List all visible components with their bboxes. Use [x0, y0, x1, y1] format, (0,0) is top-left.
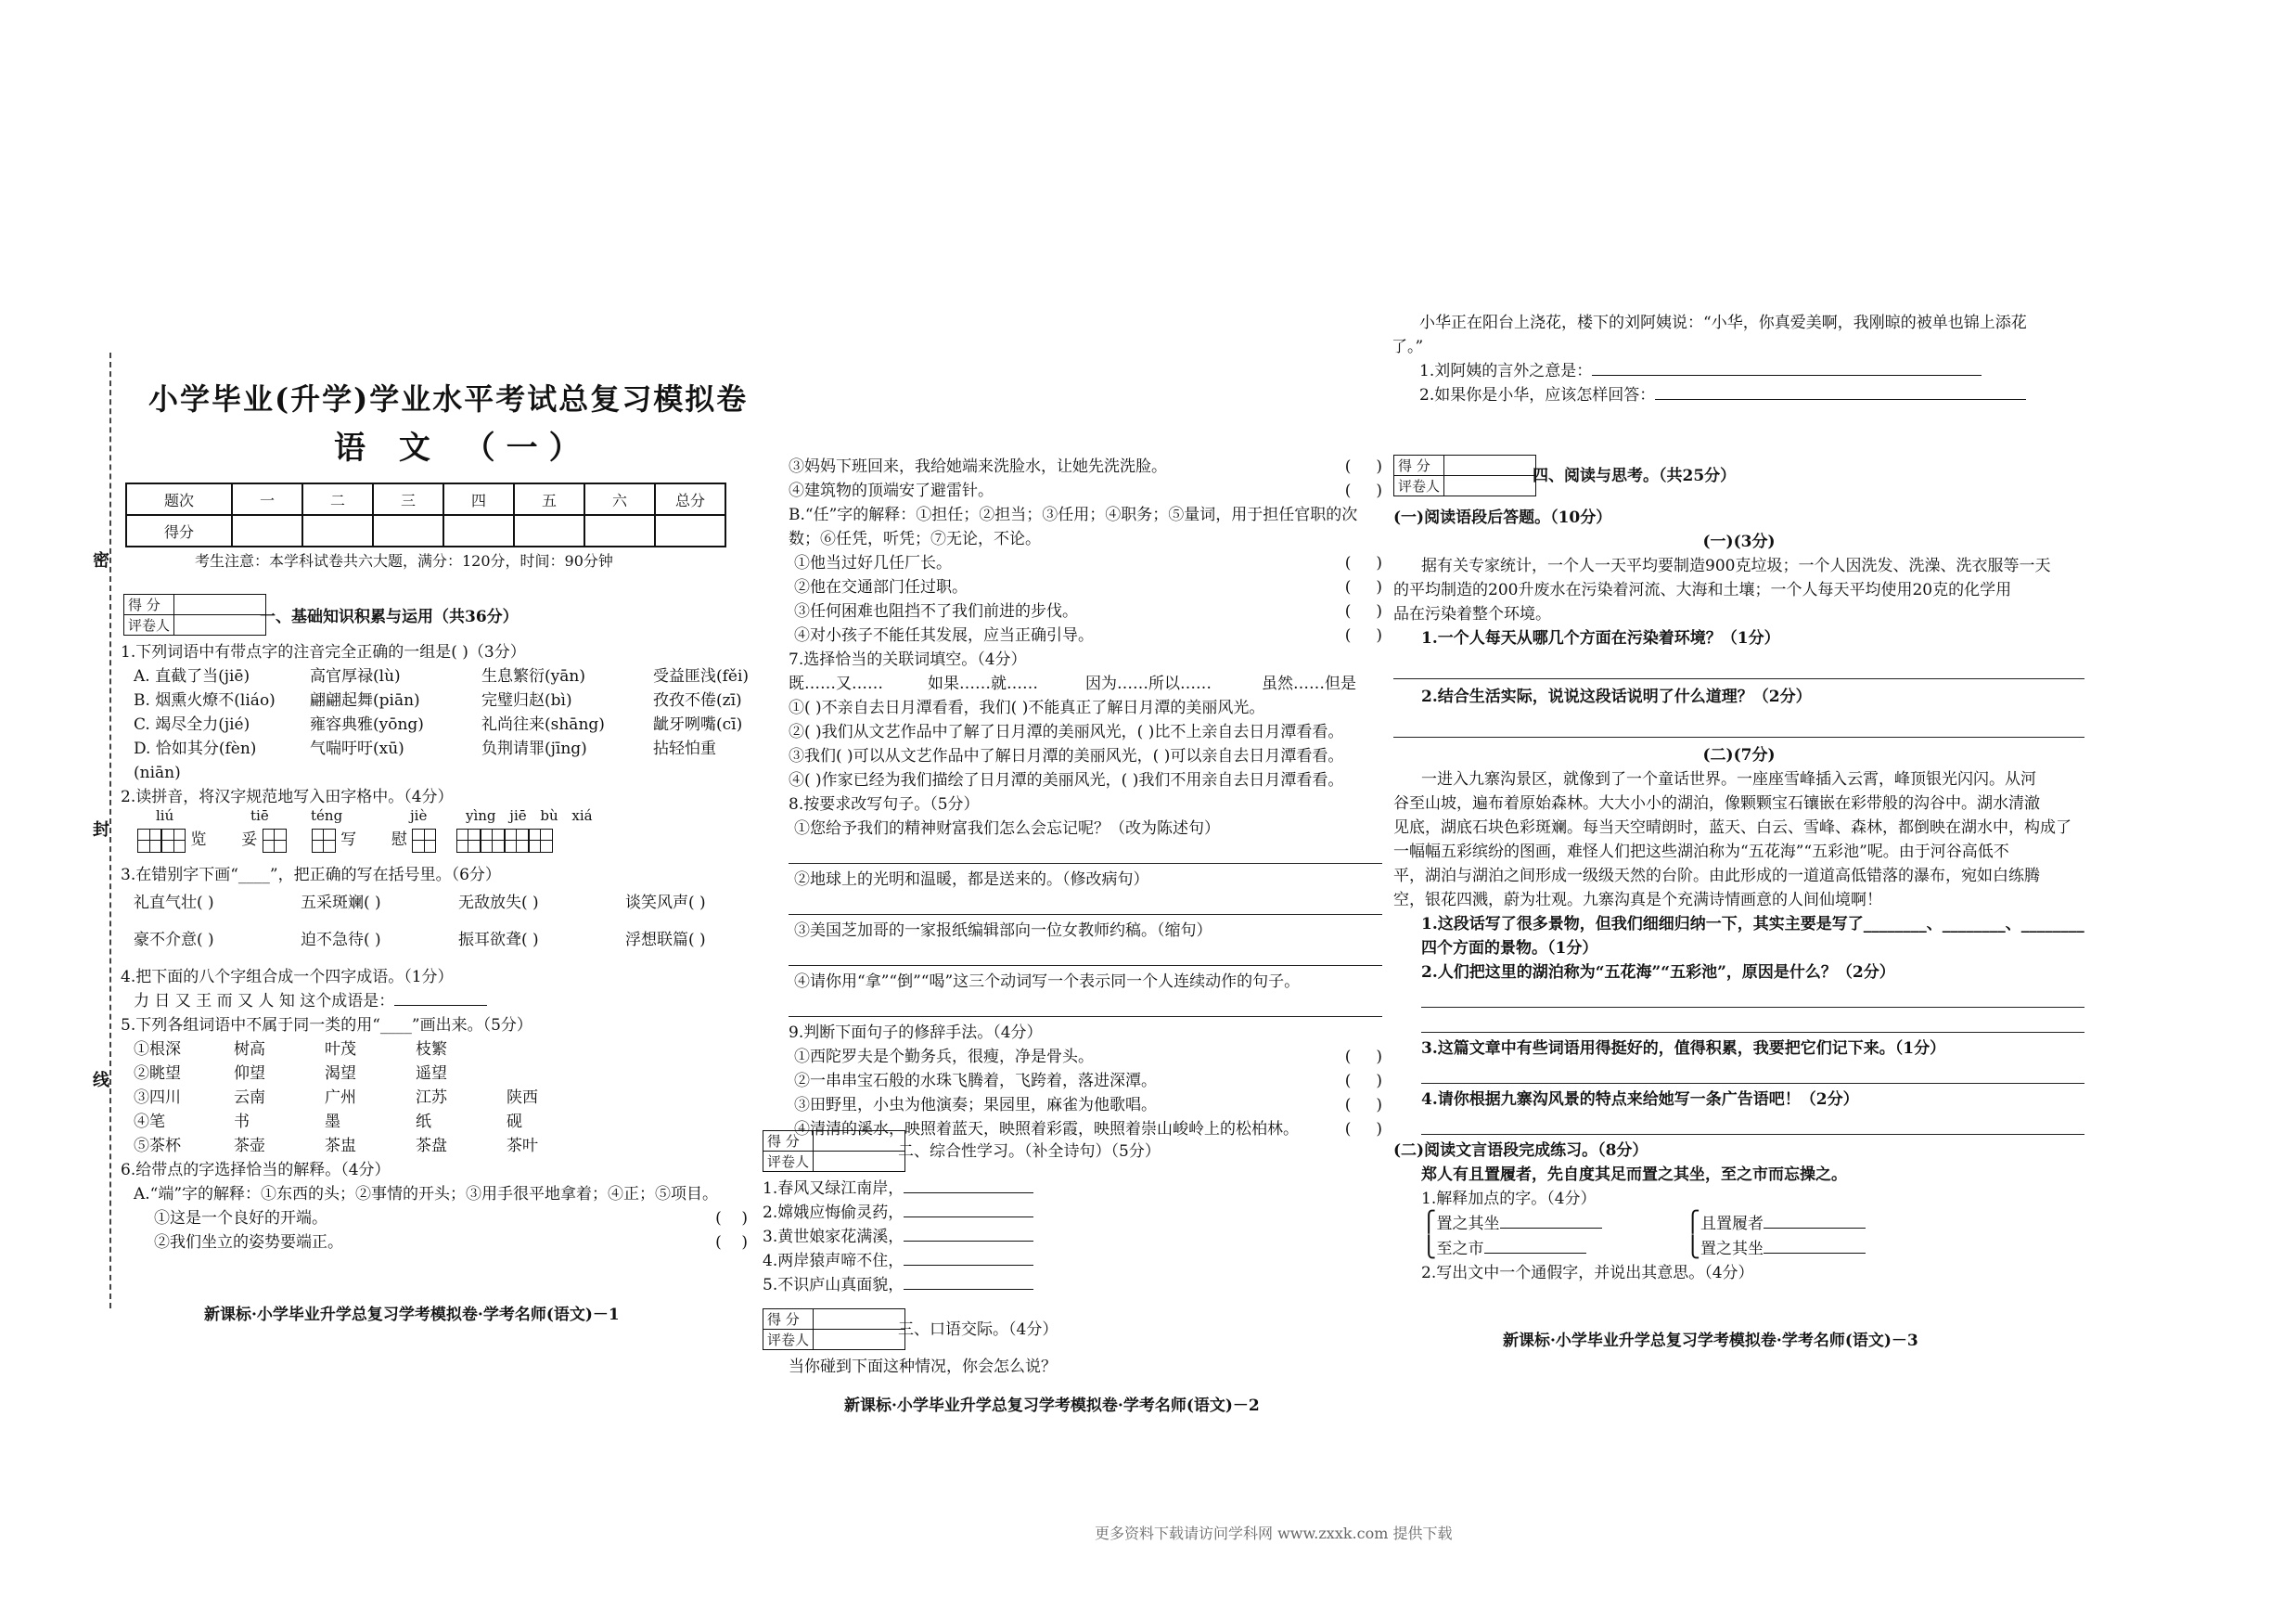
answer-line[interactable] — [789, 894, 1382, 915]
q3-item: 无敌放失( ) — [458, 894, 539, 912]
p2-text: 一幅幅五彩缤纷的图画，难怪人们把这些湖泊称为“五花海”“五彩池”呢。由于河谷高低不 — [1393, 843, 2009, 861]
q1-row — [121, 737, 751, 761]
answer-paren[interactable]: ( ) — [1344, 602, 1382, 621]
q5-rows — [121, 1037, 751, 1158]
q5-word: 江苏 — [416, 1088, 447, 1107]
score-header: 总分 — [655, 483, 725, 515]
score-table — [125, 483, 726, 547]
score-box-score-label: 得 分 — [1394, 456, 1444, 476]
section2-title: 二、综合性学习。（补全诗句）（5分） — [898, 1142, 1161, 1161]
q5-word: 纸 — [416, 1113, 431, 1131]
q3-stem: 3.在错别字下画“____”，把正确的写在括号里。（6分） — [121, 866, 501, 884]
poem-blank[interactable] — [904, 1241, 1033, 1242]
q6b-item-text: ②他在交通部门任过职。 — [794, 578, 968, 597]
answer-line[interactable] — [789, 996, 1382, 1017]
answer-line[interactable] — [1421, 986, 2084, 1008]
intro-question-text: 1.刘阿姨的言外之意是： — [1419, 362, 1593, 380]
q6b-item — [789, 599, 1382, 624]
answer-paren[interactable]: ( ) — [1344, 1072, 1382, 1090]
q1-stem: 1.下列词语中有带点字的注音完全正确的一组是( )（3分） — [121, 643, 526, 662]
classical-text: 郑人有且置履者，先自度其足而置之其坐，至之市而忘操之。 — [1421, 1165, 1847, 1184]
intro-line: 了。” — [1392, 338, 1424, 356]
q6b-item-text: ③任何困难也阻挡不了我们前进的步伐。 — [794, 602, 1078, 621]
q5-word: 树高 — [234, 1040, 265, 1059]
q5-word: 遥望 — [416, 1064, 447, 1083]
score-box-grader-cell[interactable] — [814, 1330, 905, 1350]
q3-item: 礼直气壮( ) — [134, 894, 214, 912]
score-box-4 — [1393, 455, 1536, 496]
q2-grid-area — [121, 809, 751, 863]
q5-word: ⑤茶杯 — [134, 1137, 181, 1155]
page-footer-2: 新课标·小学毕业升学总复习学考模拟卷·学考名师(语文)－2 — [844, 1397, 1260, 1415]
q5-row — [121, 1134, 751, 1158]
q1-option: A. 直截了当(jiē) — [134, 667, 250, 686]
intro-question — [1392, 359, 2083, 383]
answer-line[interactable] — [1393, 658, 2084, 679]
cq1-group — [1686, 1211, 1866, 1261]
q6a-item — [121, 1206, 748, 1230]
q6b-item — [789, 624, 1382, 648]
p2-question: 1.这段话写了很多景物，但我们细细归纳一下，其实主要是写了________、________、________四个方面的景物。（1分） — [1421, 915, 2084, 958]
poem-line: 2.嫦娥应悔偷灵药， — [763, 1204, 904, 1222]
score-box-score-label: 得 分 — [763, 1309, 814, 1330]
q4-chars: 力 日 又 王 而 又 人 知 这个成语是： — [134, 992, 395, 1011]
poem-blank[interactable] — [904, 1192, 1033, 1193]
exam-title: 小学毕业(升学)学业水平考试总复习模拟卷 — [148, 381, 749, 417]
p1-text: 据有关专家统计，一个人一天平均要制造900克垃圾；一个人因洗发、洗澡、洗衣服等一天 — [1421, 557, 2051, 575]
q6a-item-text: ④建筑物的顶端安了避雷针。 — [789, 482, 994, 500]
q4-answer-blank[interactable] — [394, 1005, 487, 1006]
q8-item: ③美国芝加哥的一家报纸编辑部向一位女教师约稿。（缩句） — [794, 921, 1212, 940]
q7-options — [789, 672, 1382, 696]
tianzi-grid[interactable] — [263, 829, 287, 853]
q7-item: ③我们( )可以从文艺作品中了解日月潭的美丽风光，( )可以亲自去日月潭看看。 — [789, 747, 1344, 766]
answer-paren[interactable]: ( ) — [1344, 578, 1382, 597]
answer-line[interactable] — [1421, 1114, 2084, 1135]
cq1-items — [1393, 1211, 2084, 1261]
tianzi-grid[interactable] — [137, 829, 161, 853]
q7-item: ④( )作家已经为我们描绘了日月潭的美丽风光，( )我们不用亲自去日月潭看看。 — [789, 771, 1344, 790]
intro-question — [1392, 383, 2083, 407]
q3-item: 振耳欲聋( ) — [458, 931, 539, 949]
score-box-1 — [123, 594, 266, 636]
score-cell[interactable] — [655, 515, 725, 547]
score-header: 六 — [584, 483, 655, 515]
q1-option: 受益匪浅(fěi) — [653, 667, 750, 686]
q6a-definition: A.“端”字的解释：①东西的头；②事情的开头；③用手很平地拿着；④正；⑤项目。 — [134, 1185, 719, 1204]
answer-paren[interactable]: ( ) — [1344, 457, 1382, 476]
q2-char: 览 — [190, 830, 207, 849]
p2-question: 2.人们把这里的湖泊称为“五花海”“五彩池”，原因是什么？（2分） — [1421, 963, 1895, 982]
tianzi-grid[interactable] — [505, 829, 529, 853]
side-mark-xian: 线 — [93, 1071, 109, 1090]
section1-title: 一、基础知识积累与运用（共36分） — [260, 608, 519, 626]
q1-row — [121, 689, 751, 713]
q1-option: 完璧归赵(bì) — [481, 691, 572, 710]
column-2 — [789, 455, 1382, 1141]
p1-text: 品在污染着整个环境。 — [1393, 605, 1551, 624]
answer-paren[interactable]: ( ) — [1344, 1120, 1382, 1139]
q7-option: 因为……所以…… — [1085, 675, 1212, 693]
tianzi-grid[interactable] — [456, 829, 481, 853]
q3-item: 迫不急待( ) — [301, 931, 381, 949]
p2-text: 平，湖泊与湖泊之间形成一级级天然的台阶。由此形成的一道道高低错落的瀑布，宛如白练腾 — [1393, 867, 2040, 885]
column-3 — [1392, 311, 2083, 407]
tianzi-grid[interactable] — [412, 829, 436, 853]
score-cell[interactable] — [443, 515, 514, 547]
answer-paren[interactable]: ( ) — [1344, 1048, 1382, 1066]
q5-row — [121, 1086, 751, 1110]
q8-item: ④请你用“拿”“倒”“喝”这三个动词写一个表示同一个人连续动作的句子。 — [794, 972, 1301, 991]
q8-item: ①您给予我们的精神财富我们怎么会忘记呢？（改为陈述句） — [794, 819, 1220, 838]
q6-stem: 6.给带点的字选择恰当的解释。（4分） — [121, 1161, 391, 1179]
score-box-grader-label: 评卷人 — [763, 1330, 814, 1350]
score-header: 一 — [232, 483, 302, 515]
q1-option: B. 烟熏火燎不(liáo) — [134, 691, 276, 710]
section3-title: 三、口语交际。（4分） — [898, 1320, 1058, 1339]
q9-item-text: ③田野里，小虫为他演奏；果园里，麻雀为他歌唱。 — [794, 1096, 1157, 1114]
q5-word: 茶盘 — [416, 1137, 447, 1155]
poem-blank[interactable] — [904, 1216, 1033, 1217]
q5-word: ④笔 — [134, 1113, 165, 1131]
poem-line: 1.春风又绿江南岸， — [763, 1179, 904, 1198]
q9-item-text: ④清清的溪水，映照着蓝天，映照着彩霞，映照着崇山峻岭上的松柏林。 — [794, 1120, 1299, 1139]
q1-option: D. 恰如其分(fèn) — [134, 740, 257, 758]
page-footer-3: 新课标·小学毕业升学总复习学考模拟卷·学考名师(语文)－3 — [1503, 1332, 1918, 1350]
score-header: 四 — [443, 483, 514, 515]
answer-line[interactable] — [1393, 716, 2084, 738]
answer-blank[interactable] — [1764, 1253, 1866, 1254]
q5-word: ②眺望 — [134, 1064, 181, 1083]
score-box-score-cell[interactable] — [1444, 456, 1536, 476]
p2-text: 空，银花四溅，蔚为壮观。九寨沟真是个充满诗情画意的人间仙境啊！ — [1393, 891, 1882, 909]
q9-item-text: ②一串串宝石般的水珠飞腾着，飞跨着，落进深潭。 — [794, 1072, 1157, 1090]
q1-row — [121, 713, 751, 737]
poem-item — [763, 1225, 1033, 1249]
score-box-grader-label: 评卷人 — [1394, 476, 1444, 496]
q5-word: 陕西 — [507, 1088, 538, 1107]
score-box-grader-cell[interactable] — [1444, 476, 1536, 496]
q3-item: 谈笑风声( ) — [625, 894, 706, 912]
q4-chars-row — [121, 989, 751, 1013]
answer-line[interactable] — [789, 843, 1382, 864]
q5-word: 叶茂 — [325, 1040, 356, 1059]
q5-word: 茶叶 — [507, 1137, 538, 1155]
score-box-grader-label: 评卷人 — [763, 1152, 814, 1172]
poem-line: 5.不识庐山真面貌， — [763, 1276, 904, 1294]
q1-option: 生息繁衍(yān) — [481, 667, 585, 686]
page-footer-1: 新课标·小学毕业升学总复习学考模拟卷·学考名师(语文)－1 — [204, 1306, 620, 1324]
q5-word: 广州 — [325, 1088, 356, 1107]
q6b-item — [789, 575, 1382, 599]
q1-option: 负荆请罪(jīng) — [481, 740, 587, 758]
q1-option: 高官厚禄(lù) — [310, 667, 401, 686]
answer-blank[interactable] — [1592, 375, 1982, 376]
answer-blank[interactable] — [1484, 1253, 1586, 1254]
cq1-item-text: 置之其坐 — [1700, 1240, 1764, 1258]
q1-option: 龇牙咧嘴(cī) — [653, 715, 743, 734]
q7-stem: 7.选择恰当的关联词填空。（4分） — [789, 650, 1027, 669]
q5-word: 茶壶 — [234, 1137, 265, 1155]
q1-option: C. 竭尽全力(jié) — [134, 715, 250, 734]
score-cell[interactable] — [584, 515, 655, 547]
q2-stem: 2.读拼音，将汉字规范地写入田字格中。（4分） — [121, 788, 454, 806]
score-cell[interactable] — [232, 515, 302, 547]
q5-row — [121, 1062, 751, 1086]
q6a-item — [789, 479, 1382, 503]
part2-title: (二)阅读文言语段完成练习。（8分） — [1393, 1141, 1648, 1160]
exam-subtitle: 语 文 （一） — [334, 430, 592, 467]
section3-text: 当你碰到下面这种情况，你会怎么说？ — [789, 1358, 1057, 1376]
q6b-definition: B.“任”字的解释：①担任；②担当；③任用；④职务；⑤量词，用于担任官职的次数；⑥任凭，听凭；⑦无论，不论。 — [789, 506, 1358, 548]
score-box-grader-label: 评卷人 — [124, 615, 174, 636]
tianzi-grid[interactable] — [312, 829, 336, 853]
q2-pinyin: téng — [311, 807, 343, 824]
score-box-3 — [763, 1308, 905, 1350]
q3-item: 浮想联篇( ) — [625, 931, 706, 949]
score-box-grader-cell[interactable] — [174, 615, 266, 636]
q6a-item — [121, 1230, 748, 1255]
watermark-text: 更多资料下载请访问学科网 www.zxxk.com 提供下载 — [1095, 1525, 1453, 1542]
score-header: 五 — [514, 483, 584, 515]
score-box-score-label: 得 分 — [124, 595, 174, 615]
answer-paren[interactable]: ( ) — [1344, 482, 1382, 500]
q1-options — [121, 664, 751, 785]
q3-row — [121, 928, 751, 952]
q1-option: 气喘吁吁(xū) — [310, 740, 404, 758]
p1-question: 1.一个人每天从哪几个方面在污染着环境？（1分） — [1421, 629, 1780, 648]
q9-item-text: ①西陀罗夫是个勤务兵，很瘦，净是骨头。 — [794, 1048, 1094, 1066]
cq1-group — [1421, 1211, 1602, 1261]
q7-option: 如果……就…… — [928, 675, 1038, 693]
q7-item: ①( )不亲自去日月潭看看，我们( )不能真正了解日月潭的美丽风光。 — [789, 699, 1265, 717]
score-row-label: 得分 — [126, 515, 232, 547]
q1-option: 拈轻怕重 — [653, 740, 716, 758]
q1-option: 孜孜不倦(zī) — [653, 691, 742, 710]
score-box-score-label: 得 分 — [763, 1131, 814, 1152]
poem-line: 3.黄世娘家花满溪， — [763, 1228, 904, 1246]
score-cell[interactable] — [514, 515, 584, 547]
q3-item: 五采斑斓( ) — [301, 894, 381, 912]
q1-row — [121, 664, 751, 689]
poem-blank[interactable] — [904, 1265, 1033, 1266]
score-header: 三 — [373, 483, 443, 515]
answer-paren[interactable]: ( ) — [1344, 626, 1382, 645]
q9-item — [789, 1045, 1382, 1069]
q6a-item-text: ②我们坐立的姿势要端正。 — [154, 1233, 343, 1252]
score-box-score-cell[interactable] — [814, 1309, 905, 1330]
q1-option: 雍容典雅(yōng) — [310, 715, 424, 734]
q5-row — [121, 1110, 751, 1134]
column-1 — [121, 640, 751, 1255]
cq1-item-text: 且置履者 — [1700, 1215, 1764, 1233]
answer-paren[interactable]: ( ) — [1344, 554, 1382, 573]
answer-blank[interactable] — [1500, 1228, 1602, 1229]
cq1-item: ⎩置之其坐 — [1686, 1236, 1866, 1261]
side-mark-mi: 密 — [93, 551, 109, 571]
cq1-item: ⎩至之市 — [1421, 1236, 1602, 1261]
poem-line: 4.两岸猿声啼不住， — [763, 1252, 904, 1270]
q5-word: 渴望 — [325, 1064, 356, 1083]
q3-item: 豪不介意( ) — [134, 931, 214, 949]
cq1-item: ⎧置之其坐 — [1421, 1211, 1602, 1236]
p2-question: 4.请你根据九寨沟风景的特点来给她写一条广告语吧！（2分） — [1421, 1090, 1859, 1109]
q7-option: 既……又…… — [789, 675, 883, 693]
q8-stem: 8.按要求改写句子。（5分） — [789, 795, 980, 814]
q8-item: ②地球上的光明和温暖，都是送来的。（修改病句） — [794, 870, 1149, 889]
answer-paren[interactable]: ( ) — [715, 1209, 748, 1228]
q6b-item-text: ④对小孩子不能任其发展，应当正确引导。 — [794, 626, 1094, 645]
poem-list — [763, 1177, 1033, 1297]
intro-line: 小华正在阳台上浇花，楼下的刘阿姨说：“小华，你真爱美啊，我刚晾的被单也锦上添花 — [1419, 314, 2027, 332]
cq1-item-text: 至之市 — [1436, 1240, 1484, 1258]
section4-title: 四、阅读与思考。（共25分） — [1533, 467, 1737, 485]
q9-item — [789, 1093, 1382, 1117]
p2-text: 见底，湖底石块色彩斑斓。每当天空晴朗时，蓝天、白云、雪峰、森林，都倒映在湖水中，构成了 — [1393, 818, 2072, 837]
q5-word: ③四川 — [134, 1088, 181, 1107]
q7-option: 虽然……但是 — [1262, 675, 1356, 693]
q5-word: 仰望 — [234, 1064, 265, 1083]
cq1-item: ⎧且置履者 — [1686, 1211, 1866, 1236]
q2-grids — [137, 828, 553, 853]
q5-word: 云南 — [234, 1088, 265, 1107]
q6b-item — [789, 551, 1382, 575]
q2-char: 妥 — [241, 830, 258, 849]
score-cell[interactable] — [302, 515, 373, 547]
poem-item — [763, 1201, 1033, 1225]
q7-item: ②( )我们从文艺作品中了解了日月潭的美丽风光，( )比不上亲自去日月潭看看。 — [789, 723, 1344, 741]
score-box-2 — [763, 1130, 905, 1172]
score-header: 题次 — [126, 483, 232, 515]
score-box-score-cell[interactable] — [814, 1131, 905, 1152]
p1-heading: (一)(3分) — [1702, 533, 1776, 551]
q2-pinyin: jiè — [410, 807, 428, 824]
cq2-stem: 2.写出文中一个通假字，并说出其意思。（4分） — [1421, 1264, 1754, 1282]
tianzi-grid[interactable] — [481, 829, 505, 853]
score-header: 二 — [302, 483, 373, 515]
cq1-item-text: 置之其坐 — [1436, 1215, 1500, 1233]
q6a-item — [789, 455, 1382, 479]
poem-blank[interactable] — [904, 1289, 1033, 1290]
q2-pinyin: tiē — [250, 807, 269, 824]
q9-item — [789, 1069, 1382, 1093]
q6a-item-text: ③妈妈下班回来，我给她端来洗脸水，让她先洗洗脸。 — [789, 457, 1167, 476]
answer-blank[interactable] — [1655, 399, 2026, 400]
q2-char: 写 — [340, 830, 357, 849]
q2-pinyin: liú — [156, 807, 174, 824]
binding-line — [109, 353, 111, 1308]
q3-row — [121, 891, 751, 915]
reading-section — [1393, 506, 2084, 1285]
q5-word: ①根深 — [134, 1040, 181, 1059]
part1-title: (一)阅读语段后答题。（10分） — [1393, 508, 1612, 527]
score-table-score-row — [126, 515, 725, 547]
p2-text: 一进入九寨沟景区，就像到了一个童话世界。一座座雪峰插入云霄，峰顶银光闪闪。从河 — [1421, 770, 2036, 789]
answer-paren[interactable]: ( ) — [1344, 1096, 1382, 1114]
tianzi-grid[interactable] — [161, 829, 186, 853]
q5-word: 茶盅 — [325, 1137, 356, 1155]
answer-blank[interactable] — [1764, 1228, 1866, 1229]
intro-question-text: 2.如果你是小华，应该怎样回答： — [1419, 386, 1656, 405]
exam-notice: 考生注意：本学科试卷共六大题，满分：120分，时间：90分钟 — [195, 552, 613, 570]
q5-word: 墨 — [325, 1113, 340, 1131]
tianzi-grid[interactable] — [529, 829, 553, 853]
cq1-stem: 1.解释加点的字。（4分） — [1421, 1190, 1597, 1208]
answer-line[interactable] — [1421, 1062, 2084, 1084]
score-table-header-row — [126, 483, 725, 515]
q5-word: 砚 — [507, 1113, 522, 1131]
q1-option: 翩翩起舞(piān) — [310, 691, 420, 710]
q1-option: 礼尚往来(shāng) — [481, 715, 605, 734]
poem-item — [763, 1249, 1033, 1273]
p2-text: 谷至山坡，遍布着原始森林。大大小小的湖泊，像颗颗宝石镶嵌在彩带般的沟谷中。湖水清澈 — [1393, 794, 2040, 813]
answer-paren[interactable]: ( ) — [715, 1233, 748, 1252]
q6a-item-text: ①这是一个良好的开端。 — [154, 1209, 327, 1228]
answer-line[interactable] — [1421, 1011, 2084, 1033]
q5-row — [121, 1037, 751, 1062]
poem-item — [763, 1273, 1033, 1297]
q5-word: 书 — [234, 1113, 250, 1131]
score-box-grader-cell[interactable] — [814, 1152, 905, 1172]
score-cell[interactable] — [373, 515, 443, 547]
q2-char: 慰 — [391, 830, 407, 849]
q5-word: 枝繁 — [416, 1040, 447, 1059]
q6b-item-text: ①他当过好几任厂长。 — [794, 554, 952, 573]
p1-question: 2.结合生活实际，说说这段话说明了什么道理？（2分） — [1421, 688, 1812, 706]
poem-item — [763, 1177, 1033, 1201]
p1-text: 的平均制造的200升废水在污染着河流、大海和土壤；一个人每天平均使用20克的化学用 — [1393, 581, 2012, 599]
q1-extra: (niān) — [134, 764, 181, 782]
score-box-score-cell[interactable] — [174, 595, 266, 615]
q9-stem: 9.判断下面句子的修辞手法。（4分） — [789, 1023, 1043, 1042]
side-mark-feng: 封 — [93, 820, 109, 840]
p2-heading: (二)(7分) — [1702, 746, 1776, 765]
q2-pinyin: yìng jiē bù xiá — [466, 807, 593, 824]
p2-question: 3.这篇文章中有些词语用得挺好的，值得积累，我要把它们记下来。（1分） — [1421, 1039, 1946, 1058]
answer-line[interactable] — [789, 945, 1382, 966]
q5-stem: 5.下列各组词语中不属于同一类的用“____”画出来。（5分） — [121, 1016, 532, 1035]
q4-stem: 4.把下面的八个字组合成一个四字成语。（1分） — [121, 968, 454, 986]
